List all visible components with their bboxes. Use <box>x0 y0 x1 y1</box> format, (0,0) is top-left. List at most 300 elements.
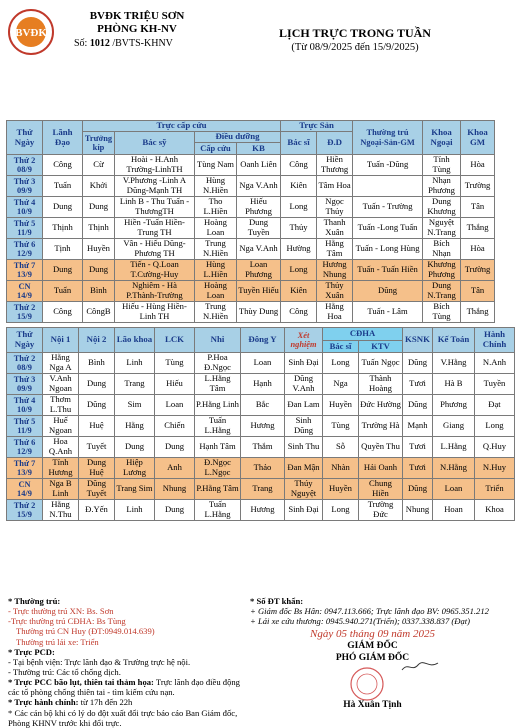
duty-table-1 <box>6 120 495 323</box>
day-date: 13/9 <box>17 468 32 477</box>
cell-n1: Nga B Linh <box>43 479 79 500</box>
day-name: Thứ 6 <box>13 239 36 249</box>
cell-res: Tuấn - Lâm <box>353 302 423 323</box>
hospital-logo-icon <box>7 8 55 56</box>
cell-dd: Ngọc Thủy <box>317 197 353 218</box>
cell-xn: Sinh Dũng <box>285 416 323 437</box>
cell-kip: Cừ <box>83 155 115 176</box>
phone-line-2: + Lái xe cứu thương: 0945.940.271(Triển); 0337.338.837 (Đạt) <box>250 616 471 627</box>
day-cell <box>7 500 43 521</box>
cell-res: Dũng <box>353 281 423 302</box>
cell-ksnk: Tươi <box>403 458 433 479</box>
day-date: 15/9 <box>17 312 32 321</box>
header-obs-doctor: Bác sĩ <box>281 132 317 155</box>
cell-ngoai: Tính Tùng <box>423 155 461 176</box>
cell-xn: Sinh Thu <box>285 437 323 458</box>
cell-nhi: P.Hoa Đ.Ngọc <box>195 353 241 374</box>
day-cell <box>7 374 43 395</box>
cell-kt: V.Hằng <box>433 353 475 374</box>
cell-lk: Dung <box>115 437 155 458</box>
cell-ktv: Đức Hường <box>359 395 403 416</box>
day-name: Thứ 7 <box>13 260 36 270</box>
cell-hc: N.Anh <box>475 353 515 374</box>
day-date: 13/9 <box>17 270 32 279</box>
cell-kt: Hoan <box>433 500 475 521</box>
header-dong-y: Đông Y <box>241 328 285 353</box>
cell-lck: Tùng <box>155 353 195 374</box>
cell-ngoai: Dung N.Trang <box>423 281 461 302</box>
cell-doc: V.Phương -Linh A Dũng-Mạnh TH <box>115 176 195 197</box>
resident-line-4: Thường trú lái xe: Triển <box>16 636 99 647</box>
cell-obs: Kiên <box>281 281 317 302</box>
cell-cc: Hùng L.Hiền <box>195 260 237 281</box>
header-nhi: Nhi <box>195 328 241 353</box>
cell-ktv: Chung Hiền <box>359 479 403 500</box>
table-row <box>7 479 515 500</box>
cell-cc: Hùng N.Hiền <box>195 176 237 197</box>
cell-dy: Hương <box>241 500 285 521</box>
cell-lead: Thịnh <box>43 218 83 239</box>
cell-hc: Q.Huy <box>475 437 515 458</box>
cell-gm: Tân <box>461 281 495 302</box>
document-number: Số: 1012 /BVTS-KHNV <box>74 38 173 49</box>
day-cell <box>7 197 43 218</box>
cell-lck: Chiến <box>155 416 195 437</box>
header-obstetric: Trực Sản <box>281 121 353 132</box>
cell-dy: Bắc <box>241 395 285 416</box>
cell-kb: Dung Tuyền <box>237 218 281 239</box>
cell-kt: Hà B <box>433 374 475 395</box>
cell-dy: Thảo <box>241 458 285 479</box>
sign-date: Ngày 05 tháng 09 năm 2025 <box>310 628 435 641</box>
header-kb: KB <box>237 143 281 155</box>
header-leader: Lãnh Đạo <box>43 121 83 155</box>
cell-hc: Tuyền <box>475 374 515 395</box>
cell-lck: Nhung <box>155 479 195 500</box>
cell-kip: Khởi <box>83 176 115 197</box>
header-surgery: Khoa Ngoại <box>423 121 461 155</box>
cell-bs: Huyền <box>323 479 359 500</box>
signer-name: Hà Xuân Tịnh <box>343 699 402 710</box>
cell-doc: Nghiêm - Hà P.Thành-Trường <box>115 281 195 302</box>
day-cell <box>7 302 43 323</box>
cell-n2: Đ.Yến <box>79 500 115 521</box>
cell-ksnk: Tươi <box>403 374 433 395</box>
day-date: 09/9 <box>17 186 32 195</box>
cell-bs: Tùng <box>323 416 359 437</box>
cell-hc: Đạt <box>475 395 515 416</box>
cell-lead: Công <box>43 155 83 176</box>
cell-doc: Hiền -Tuấn Hiền-Trung TH <box>115 218 195 239</box>
cell-nhi: Hạnh Tâm <box>195 437 241 458</box>
day-name: Thứ 3 <box>13 176 36 186</box>
cell-lck: Dung <box>155 500 195 521</box>
cell-n1: Hoa Q.Anh <box>43 437 79 458</box>
cell-dy: Hạnh <box>241 374 285 395</box>
cell-obs: Hường <box>281 239 317 260</box>
pcd-line-1: - Tại bệnh viện: Trực lãnh đạo & Trường trực hệ nội. <box>8 656 191 667</box>
day-date: 14/9 <box>17 489 32 498</box>
cell-doc: Hoài - H.Anh Trường-LinhTH <box>115 155 195 176</box>
cell-n1: Hằng Nga A <box>43 353 79 374</box>
day-name: Thứ 3 <box>13 374 36 384</box>
pcc-note: * Trực PCC bão lụt, thiên tai thảm họa: Trực lãnh đạo điều động các tổ phòng chống thiên tai - tìm kiếm cứu nạn. <box>8 677 240 698</box>
cell-ngoai: Nhạn Phương <box>423 176 461 197</box>
cell-ksnk: Dũng <box>403 479 433 500</box>
cell-lk: Trang <box>115 374 155 395</box>
department-name: PHÒNG KH-NV <box>97 23 177 35</box>
cell-hc: Khoa <box>475 500 515 521</box>
cell-ksnk: Dũng <box>403 353 433 374</box>
change-note: * Các cán bộ khi có lý do đột xuất đổi trực báo cáo Ban Giám đốc, Phòng KHNV trước khi đổi trực. <box>8 707 238 728</box>
day-date: 10/9 <box>17 405 32 414</box>
header-ksnk: KSNK <box>403 328 433 353</box>
cell-ktv: Thành Hoàng <box>359 374 403 395</box>
cell-res: Tuấn -Long Tuấn <box>353 218 423 239</box>
cell-dd: Hằng Hoa <box>317 302 353 323</box>
table-row <box>7 458 515 479</box>
cell-res: Tuấn - Tuấn Hiền <box>353 260 423 281</box>
cell-kb: Tuyền Hiếu <box>237 281 281 302</box>
header-cdha-ktv: KTV <box>359 341 403 353</box>
svg-text:BVĐK: BVĐK <box>15 27 47 39</box>
page-subtitle: (Từ 08/9/2025 đến 15/9/2025) <box>291 42 419 53</box>
cell-cc: Tùng Nam <box>195 155 237 176</box>
day-cell <box>7 155 43 176</box>
cell-bs: Long <box>323 500 359 521</box>
header-gm: Khoa GM <box>461 121 495 155</box>
cell-xn: Thúy Nguyệt <box>285 479 323 500</box>
cell-kip: Dung <box>83 197 115 218</box>
cell-n1: Hằng N.Thu <box>43 500 79 521</box>
cell-n1: Thơm L.Thu <box>43 395 79 416</box>
cell-cc: Tho L.Hiền <box>195 197 237 218</box>
cell-gm: Trường <box>461 260 495 281</box>
document-header <box>0 0 500 96</box>
cell-nhi: Tuấn L.Hằng <box>195 416 241 437</box>
table-row <box>7 500 515 521</box>
table-row <box>7 395 515 416</box>
cell-n2: Dung <box>79 374 115 395</box>
day-date: 08/9 <box>17 363 32 372</box>
table-row <box>7 437 515 458</box>
cell-kip: Dung <box>83 260 115 281</box>
cell-dy: Loan <box>241 353 285 374</box>
cell-ngoai: Bích Nhạn <box>423 239 461 260</box>
day-cell <box>7 437 43 458</box>
cell-n2: Huệ <box>79 416 115 437</box>
cell-kt: L.Hằng <box>433 437 475 458</box>
cell-nhi: P.Hằng Tâm <box>195 479 241 500</box>
cell-hc: N.Huy <box>475 458 515 479</box>
header-day: Thứ Ngày <box>7 121 43 155</box>
header-cdha: CĐHA <box>323 328 403 341</box>
header-noi1: Nội 1 <box>43 328 79 353</box>
day-cell <box>7 218 43 239</box>
cell-lead: Dung <box>43 260 83 281</box>
day-cell <box>7 281 43 302</box>
cell-gm: Thắng <box>461 218 495 239</box>
header-shift-leader: Trưởng kíp <box>83 132 115 155</box>
cell-kb: Nga V.Anh <box>237 176 281 197</box>
cell-gm: Tân <box>461 197 495 218</box>
cell-n2: Dũng Tuyết <box>79 479 115 500</box>
cell-lck: Anh <box>155 458 195 479</box>
cell-bs: Nhàn <box>323 458 359 479</box>
cell-doc: Linh B - Thu Tuấn - ThươngTH <box>115 197 195 218</box>
cell-lk: Sim <box>115 395 155 416</box>
day-date: 14/9 <box>17 291 32 300</box>
cell-dy: Thắm <box>241 437 285 458</box>
cell-doc: Tiến - Q.Loan T.Cường-Huy <box>115 260 195 281</box>
cell-res: Tuấn - Long Hùng <box>353 239 423 260</box>
sign-title-2: PHÓ GIÁM ĐỐC <box>335 652 410 663</box>
cell-xn: Đan Mận <box>285 458 323 479</box>
cell-bs: Long <box>323 353 359 374</box>
table-row <box>7 239 495 260</box>
day-cell <box>7 416 43 437</box>
sign-title-1: GIÁM ĐỐC <box>347 641 398 652</box>
header-hanh-chinh: Hành Chính <box>475 328 515 353</box>
cell-ktv: Hải Oanh <box>359 458 403 479</box>
cell-n2: Dung Huệ <box>79 458 115 479</box>
day-name: Thứ 4 <box>13 395 36 405</box>
cell-cc: Trung N.Hiền <box>195 239 237 260</box>
day-cell <box>7 176 43 197</box>
day-cell <box>7 353 43 374</box>
cell-n1: Tính Hương <box>43 458 79 479</box>
cell-ngoai: Bích Tùng <box>423 302 461 323</box>
day-cell <box>7 395 43 416</box>
day-cell <box>7 458 43 479</box>
day-name: Thứ 5 <box>13 218 36 228</box>
cell-lead: Tuấn <box>43 281 83 302</box>
cell-nhi: Đ.Ngọc L.Ngọc <box>195 458 241 479</box>
cell-xn: Sinh Đại <box>285 353 323 374</box>
resident-line-3: Thường trú CN Huy (ĐT:0949.014.639) <box>16 626 155 637</box>
header-lck: LCK <box>155 328 195 353</box>
cell-obs: Công <box>281 155 317 176</box>
cell-kt: N.Hằng <box>433 458 475 479</box>
cell-obs: Long <box>281 197 317 218</box>
header-dd: Đ.D <box>317 132 353 155</box>
day-date: 12/9 <box>17 249 32 258</box>
day-date: 11/9 <box>17 228 32 237</box>
header-day-2: Thứ Ngày <box>7 328 43 353</box>
cell-lk: Trang Sim <box>115 479 155 500</box>
day-name: Thứ 7 <box>13 458 36 468</box>
cell-hc: Long <box>475 416 515 437</box>
cell-doc: Hiếu - Hùng Hiền-Linh TH <box>115 302 195 323</box>
pcd-title: * Trực PCD: <box>8 646 55 657</box>
cell-ngoai: Dung Khương <box>423 197 461 218</box>
header-resident: Thường trú Ngoại-Sản-GM <box>353 121 423 155</box>
cell-gm: Thắng <box>461 302 495 323</box>
cell-ktv: Tuấn Ngọc <box>359 353 403 374</box>
cell-lck: Hiếu <box>155 374 195 395</box>
cell-nhi: P.Hằng Linh <box>195 395 241 416</box>
duty-table-2 <box>6 327 515 521</box>
day-name: CN <box>18 281 31 291</box>
cell-kt: Phương <box>433 395 475 416</box>
table-row <box>7 197 495 218</box>
cell-obs: Công <box>281 302 317 323</box>
header-lao-khoa: Lão khoa <box>115 328 155 353</box>
day-date: 11/9 <box>17 426 32 435</box>
cell-lead: Dung <box>43 197 83 218</box>
admin-note: * Trực hành chính: từ 17h đến 22h <box>8 697 133 708</box>
cell-cc: Hoàng Loan <box>195 281 237 302</box>
cell-dd: Hiền Thương <box>317 155 353 176</box>
cell-kt: Loan <box>433 479 475 500</box>
table-row <box>7 353 515 374</box>
day-name: Thứ 2 <box>13 302 36 312</box>
cell-cc: Trung N.Hiền <box>195 302 237 323</box>
cell-gm: Hòa <box>461 155 495 176</box>
table-row <box>7 302 495 323</box>
signature-icon <box>400 660 440 674</box>
cell-obs: Thủy <box>281 218 317 239</box>
header-noi2: Nội 2 <box>79 328 115 353</box>
header-nursing: Điều dưỡng <box>195 132 281 143</box>
day-name: Thứ 2 <box>13 500 36 510</box>
cell-n2: Tuyết <box>79 437 115 458</box>
header-emergency: Trực cấp cứu <box>83 121 281 132</box>
day-name: Thứ 2 <box>13 353 36 363</box>
day-name: Thứ 4 <box>13 197 36 207</box>
table-row <box>7 155 495 176</box>
cell-kb: Loan Phương <box>237 260 281 281</box>
cell-kip: CôngB <box>83 302 115 323</box>
cell-ktv: Trường Hà <box>359 416 403 437</box>
cell-ksnk: Tươi <box>403 437 433 458</box>
cell-gm: Hòa <box>461 239 495 260</box>
cell-dy: Trang <box>241 479 285 500</box>
cell-kip: Thịnh <box>83 218 115 239</box>
day-cell <box>7 479 43 500</box>
cell-kip: Bình <box>83 281 115 302</box>
cell-lead: Tuấn <box>43 176 83 197</box>
table-row <box>7 374 515 395</box>
cell-lk: Hằng <box>115 416 155 437</box>
cell-dd: Thủy Xuân <box>317 281 353 302</box>
cell-cc: Hoàng Loan <box>195 218 237 239</box>
day-cell <box>7 239 43 260</box>
cell-lead: Công <box>43 302 83 323</box>
cell-ktv: Quyền Thu <box>359 437 403 458</box>
cell-doc: Vân - Hiếu Dũng-Phương TH <box>115 239 195 260</box>
cell-n1: V.Anh Ngoan <box>43 374 79 395</box>
cell-xn: Đan Lam <box>285 395 323 416</box>
cell-ksnk: Nhung <box>403 500 433 521</box>
day-name: Thứ 2 <box>13 155 36 165</box>
day-name: CN <box>18 479 31 489</box>
cell-kip: Huyền <box>83 239 115 260</box>
resident-title: * Thường trú: <box>8 596 61 606</box>
cell-n2: Dũng <box>79 395 115 416</box>
cell-nhi: L.Hằng Tâm <box>195 374 241 395</box>
day-date: 15/9 <box>17 510 32 519</box>
cell-kt: Giang <box>433 416 475 437</box>
cell-kb: Hiếu Phương <box>237 197 281 218</box>
cell-obs: Long <box>281 260 317 281</box>
day-date: 08/9 <box>17 165 32 174</box>
table-row <box>7 260 495 281</box>
cell-lck: Dung <box>155 437 195 458</box>
cell-ngoai: Khương Phương <box>423 260 461 281</box>
header-cdha-doctor: Bác sĩ <box>323 341 359 353</box>
cell-ngoai: Nguyệt N.Trang <box>423 218 461 239</box>
day-date: 10/9 <box>17 207 32 216</box>
cell-bs: Huyền <box>323 395 359 416</box>
cell-kb: Nga V.Anh <box>237 239 281 260</box>
footer-signature <box>250 596 495 711</box>
cell-lk: Hiệp Lương <box>115 458 155 479</box>
cell-dy: Hương <box>241 416 285 437</box>
stamp-icon <box>345 666 389 702</box>
cell-kb: Thùy Dung <box>237 302 281 323</box>
cell-hc: Triển <box>475 479 515 500</box>
cell-dd: Hương Nhung <box>317 260 353 281</box>
cell-dd: Hằng Tâm <box>317 239 353 260</box>
org-name: BVĐK TRIỆU SƠN <box>89 10 185 22</box>
cell-dd: Tâm Hoa <box>317 176 353 197</box>
organization-block <box>62 10 212 49</box>
footer-notes <box>8 596 243 728</box>
cell-n2: Bình <box>79 353 115 374</box>
cell-res: Tuấn -Dũng <box>353 155 423 176</box>
page-title: LỊCH TRỰC TRONG TUẦN <box>279 26 431 40</box>
phone-line-1: + Giám đốc Bs Hân: 0947.113.666; Trực lãnh đạo BV: 0965.351.212 <box>250 606 489 617</box>
day-name: Thứ 6 <box>13 437 36 447</box>
table-row <box>7 281 495 302</box>
header-doctor: Bác sỹ <box>115 132 195 155</box>
table-row <box>7 416 515 437</box>
resident-line-2: -Trực thường trú CĐHA: Bs Tùng <box>8 616 126 627</box>
cell-xn: Dũng V.Anh <box>285 374 323 395</box>
cell-ktv: Trường Đức <box>359 500 403 521</box>
cell-n1: Huế Ngoan <box>43 416 79 437</box>
cell-lk: Linh <box>115 353 155 374</box>
cell-ksnk: Mạnh <box>403 416 433 437</box>
header-ke-toan: Kế Toán <box>433 328 475 353</box>
cell-bs: Nga <box>323 374 359 395</box>
table-row <box>7 176 495 197</box>
cell-lck: Loan <box>155 395 195 416</box>
cell-bs: Sỗ <box>323 437 359 458</box>
phone-title: * Số ĐT khẩn: <box>250 596 304 606</box>
resident-line-1: - Trực thường trú XN: Bs. Sơn <box>8 606 114 617</box>
cell-xn: Sinh Đại <box>285 500 323 521</box>
footer <box>0 596 500 728</box>
day-cell <box>7 260 43 281</box>
cell-nhi: Tuấn L.Hằng <box>195 500 241 521</box>
pcd-line-2: - Thường trú: Các tổ chống dịch. <box>8 666 121 677</box>
cell-res: Tuấn - Trường <box>353 197 423 218</box>
cell-kb: Oanh Liên <box>237 155 281 176</box>
cell-lk: Linh <box>115 500 155 521</box>
header-cc: Cấp cứu <box>195 143 237 155</box>
cell-res <box>353 176 423 197</box>
table-row <box>7 218 495 239</box>
cell-ksnk: Dũng <box>403 395 433 416</box>
cell-lead: Tịnh <box>43 239 83 260</box>
cell-obs: Kiên <box>281 176 317 197</box>
day-name: Thứ 5 <box>13 416 36 426</box>
cell-dd: Thanh Xuân <box>317 218 353 239</box>
cell-gm: Trường <box>461 176 495 197</box>
header-xet-nghiem: Xét nghiệm <box>285 328 323 353</box>
